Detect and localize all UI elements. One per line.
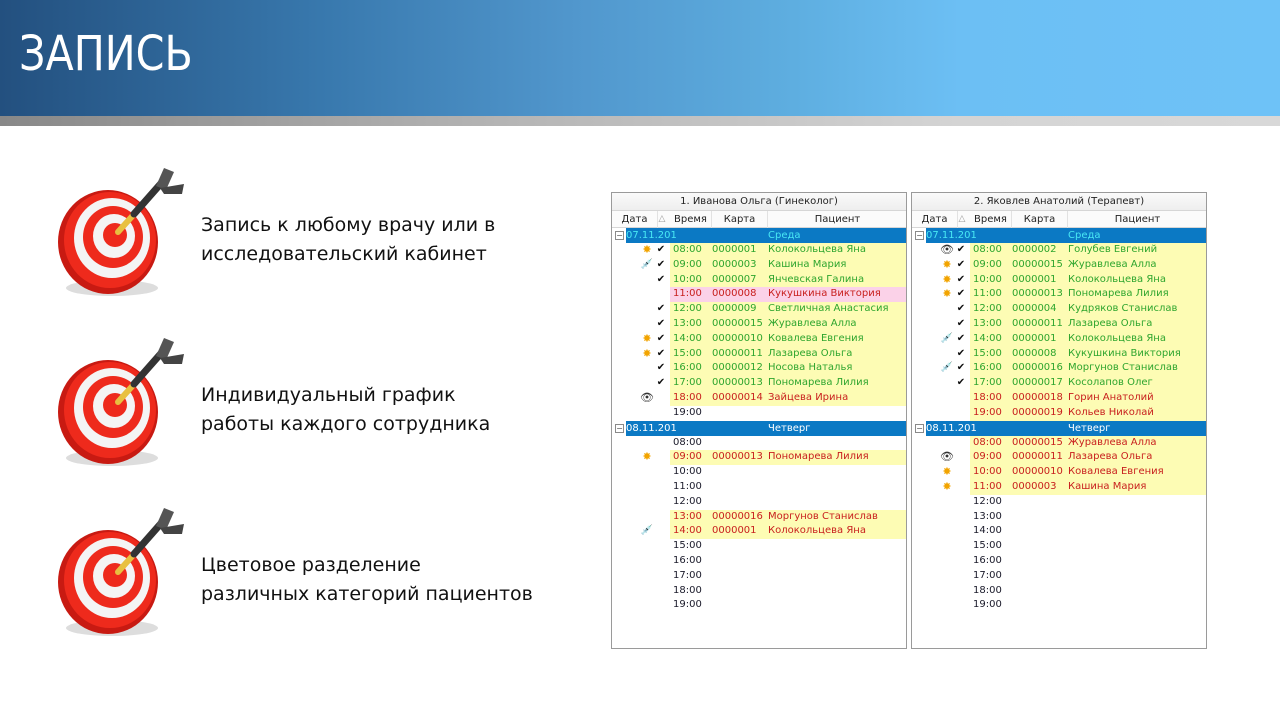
patient-name: Кукушкина Виктория	[1068, 347, 1181, 359]
appointment-time: 14:00	[973, 525, 1002, 537]
appointment-row[interactable]	[912, 273, 1206, 288]
appointment-time: 13:00	[673, 317, 702, 329]
patient-name: Колокольцева Яна	[1068, 273, 1166, 285]
card-number: 0000009	[712, 303, 757, 315]
target-dart-icon	[52, 336, 192, 476]
appointment-row[interactable]	[912, 495, 1206, 510]
appointment-time: 18:00	[673, 584, 702, 596]
collapse-icon[interactable]: −	[916, 423, 923, 433]
appointment-time: 09:00	[973, 258, 1002, 270]
column-header-card[interactable]: Карта	[712, 211, 768, 228]
card-number: 00000015	[712, 317, 763, 329]
appointment-time: 13:00	[673, 510, 702, 522]
star-icon: ✸	[642, 346, 652, 360]
appointment-row[interactable]	[612, 243, 906, 258]
card-number: 00000015	[1012, 436, 1063, 448]
check-icon: ✔	[656, 377, 666, 389]
patient-name: Кольев Николай	[1068, 406, 1154, 418]
page-title: ЗАПИСЬ	[19, 26, 193, 82]
patient-name: Кукушкина Виктория	[768, 288, 881, 300]
appointment-time: 12:00	[673, 495, 702, 507]
appointment-row[interactable]	[912, 436, 1206, 451]
column-header-time[interactable]: Время	[970, 211, 1012, 228]
appointment-time: 11:00	[673, 288, 702, 300]
card-number: 0000001	[712, 525, 757, 537]
group-date: 07.11.201	[626, 230, 677, 241]
patient-name: Моргунов Станислав	[1068, 362, 1178, 374]
appointment-time: 14:00	[973, 332, 1002, 344]
patient-name: Журавлева Алла	[1068, 436, 1157, 448]
appointment-row[interactable]	[612, 495, 906, 510]
patient-name: Голубев Евгений	[1068, 244, 1158, 255]
appointment-row[interactable]	[612, 569, 906, 584]
card-number: 00000013	[1012, 288, 1063, 300]
appointment-row[interactable]	[912, 539, 1206, 554]
feature-item	[52, 506, 572, 646]
column-header-card[interactable]: Карта	[1012, 211, 1068, 228]
group-date: 08.11.201	[926, 422, 977, 434]
appointment-time: 12:00	[973, 303, 1002, 315]
patient-name: Кашина Мария	[1068, 480, 1147, 492]
appointment-row[interactable]	[912, 524, 1206, 539]
group-weekday: Среда	[768, 230, 801, 241]
group-date: 07.11.201	[926, 230, 977, 241]
column-header-patient[interactable]: Пациент	[768, 211, 907, 228]
appointment-time: 19:00	[973, 599, 1002, 611]
check-icon: ✔	[956, 303, 966, 315]
appointment-time: 12:00	[973, 495, 1002, 507]
check-icon: ✔	[656, 347, 666, 359]
collapse-icon[interactable]: −	[616, 231, 623, 240]
collapse-icon[interactable]: −	[916, 231, 923, 240]
appointment-row[interactable]	[612, 480, 906, 495]
appointment-time: 11:00	[673, 480, 702, 492]
appointment-time: 18:00	[673, 391, 702, 403]
appointment-row[interactable]	[612, 554, 906, 569]
card-number: 00000012	[712, 362, 763, 374]
appointment-row[interactable]	[612, 302, 906, 317]
check-icon: ✔	[956, 332, 966, 344]
group-weekday: Среда	[1068, 230, 1101, 241]
appointment-row[interactable]	[912, 450, 1206, 465]
appointment-time: 17:00	[973, 377, 1002, 389]
appointment-row[interactable]	[912, 584, 1206, 599]
column-headers	[912, 211, 1206, 228]
header-divider	[0, 116, 1280, 126]
appointment-time: 08:00	[673, 244, 702, 255]
appointment-time: 15:00	[973, 347, 1002, 359]
patient-name: Лазарева Ольга	[1068, 317, 1153, 329]
appointment-row[interactable]	[612, 465, 906, 480]
patient-name: Журавлева Алла	[1068, 258, 1157, 270]
appointment-row[interactable]	[912, 332, 1206, 347]
feature-line: Запись к любому врачу или в	[201, 214, 496, 236]
group-weekday: Четверг	[768, 422, 811, 434]
appointment-time: 13:00	[973, 510, 1002, 522]
syringe-icon: 💉	[640, 258, 654, 270]
appointment-row[interactable]	[612, 347, 906, 362]
check-icon: ✔	[956, 273, 966, 285]
feature-item	[52, 336, 572, 476]
appointment-time: 09:00	[673, 258, 702, 270]
check-icon: ✔	[956, 362, 966, 374]
appointment-row[interactable]	[912, 406, 1206, 421]
card-number: 00000016	[1012, 362, 1063, 374]
appointment-row[interactable]	[612, 317, 906, 332]
card-number: 00000010	[712, 332, 763, 344]
appointment-row[interactable]	[612, 287, 906, 302]
appointment-time: 11:00	[973, 288, 1002, 300]
appointment-row[interactable]	[912, 258, 1206, 273]
card-number: 0000008	[712, 288, 757, 300]
patient-name: Зайцева Ирина	[768, 391, 849, 403]
card-number: 0000001	[1012, 332, 1057, 344]
patient-name: Кашина Мария	[768, 258, 847, 270]
group-date: 08.11.201	[626, 422, 677, 434]
patient-name: Носова Наталья	[768, 362, 853, 374]
column-header-time[interactable]: Время	[670, 211, 712, 228]
appointment-row[interactable]	[912, 243, 1206, 258]
feature-text	[201, 381, 490, 439]
appointment-time: 19:00	[673, 599, 702, 611]
appointment-row[interactable]	[612, 332, 906, 347]
appointment-time: 16:00	[973, 362, 1002, 374]
patient-name: Ковалева Евгения	[1068, 466, 1164, 478]
sort-indicator-icon[interactable]: △	[958, 214, 966, 224]
eye-icon: 👁	[640, 390, 654, 404]
star-icon: ✸	[942, 272, 952, 286]
check-icon: ✔	[656, 332, 666, 344]
check-icon: ✔	[956, 288, 966, 300]
syringe-icon: 💉	[940, 362, 954, 374]
appointment-row[interactable]	[612, 539, 906, 554]
patient-name: Колокольцева Яна	[768, 525, 866, 537]
feature-text	[201, 211, 495, 269]
check-icon: ✔	[956, 244, 966, 255]
appointment-time: 13:00	[973, 317, 1002, 329]
appointment-time: 12:00	[673, 303, 702, 315]
appointment-row[interactable]	[912, 317, 1206, 332]
column-headers	[612, 211, 906, 228]
card-number: 00000015	[1012, 258, 1063, 270]
sort-indicator-icon[interactable]: △	[658, 214, 666, 224]
appointment-time: 17:00	[673, 569, 702, 581]
doctor-title: 1. Иванова Ольга (Гинеколог)	[612, 193, 906, 211]
patient-name: Моргунов Станислав	[768, 510, 878, 522]
card-number: 00000011	[1012, 317, 1063, 329]
star-icon: ✸	[642, 331, 652, 345]
feature-line: исследовательский кабинет	[201, 243, 487, 265]
appointment-time: 09:00	[673, 451, 702, 463]
feature-line: Цветовое разделение	[201, 554, 421, 576]
check-icon: ✔	[656, 303, 666, 315]
card-number: 0000001	[1012, 273, 1057, 285]
card-number: 00000013	[712, 451, 763, 463]
patient-name: Кудряков Станислав	[1068, 303, 1178, 315]
column-header-patient[interactable]: Пациент	[1068, 211, 1207, 228]
star-icon: ✸	[942, 479, 952, 493]
appointment-row[interactable]	[912, 598, 1206, 613]
eye-icon: 👁	[940, 243, 954, 256]
appointment-time: 08:00	[973, 244, 1002, 255]
appointment-time: 18:00	[973, 391, 1002, 403]
patient-name: Пономарева Лилия	[768, 451, 869, 463]
patient-name: Косолапов Олег	[1068, 377, 1153, 389]
collapse-icon[interactable]: −	[616, 423, 623, 433]
check-icon: ✔	[956, 317, 966, 329]
syringe-icon: 💉	[940, 332, 954, 344]
card-number: 0000004	[1012, 303, 1057, 315]
feature-line: различных категорий пациентов	[201, 583, 533, 605]
check-icon: ✔	[656, 258, 666, 270]
appointment-time: 09:00	[973, 451, 1002, 463]
appointment-time: 16:00	[673, 362, 702, 374]
appointment-row[interactable]	[912, 569, 1206, 584]
check-icon: ✔	[956, 258, 966, 270]
card-number: 00000014	[712, 391, 763, 403]
appointment-time: 15:00	[673, 540, 702, 552]
check-icon: ✔	[656, 273, 666, 285]
appointment-row[interactable]	[912, 302, 1206, 317]
check-icon: ✔	[956, 377, 966, 389]
appointment-row[interactable]	[612, 436, 906, 451]
appointment-row[interactable]	[612, 524, 906, 539]
card-number: 0000001	[712, 244, 757, 255]
eye-icon: 👁	[940, 450, 954, 464]
patient-name: Лазарева Ольга	[768, 347, 853, 359]
appointment-row[interactable]	[912, 376, 1206, 391]
appointment-row[interactable]	[612, 391, 906, 406]
schedule-grid-yakovlev	[911, 192, 1207, 649]
target-dart-icon	[52, 166, 192, 306]
star-icon: ✸	[642, 450, 652, 464]
check-icon: ✔	[656, 317, 666, 329]
doctor-title: 2. Яковлев Анатолий (Терапевт)	[912, 193, 1206, 211]
card-number: 0000008	[1012, 347, 1057, 359]
appointment-row[interactable]	[612, 584, 906, 599]
appointment-time: 18:00	[973, 584, 1002, 596]
patient-name: Пономарева Лилия	[1068, 288, 1169, 300]
appointment-row[interactable]	[912, 554, 1206, 569]
patient-name: Журавлева Алла	[768, 317, 857, 329]
appointment-time: 10:00	[673, 466, 702, 478]
appointment-time: 15:00	[673, 347, 702, 359]
date-group-row[interactable]	[612, 421, 906, 436]
date-group-row[interactable]	[612, 228, 906, 243]
appointment-row[interactable]	[612, 510, 906, 525]
card-number: 0000003	[1012, 480, 1057, 492]
appointment-time: 19:00	[973, 406, 1002, 418]
card-number: 0000007	[712, 273, 757, 285]
appointment-row[interactable]	[612, 273, 906, 288]
appointment-row[interactable]	[612, 450, 906, 465]
appointment-time: 19:00	[673, 406, 702, 418]
patient-name: Горин Анатолий	[1068, 391, 1154, 403]
star-icon: ✸	[642, 243, 652, 256]
appointment-row[interactable]	[912, 287, 1206, 302]
card-number: 00000011	[712, 347, 763, 359]
column-header-date[interactable]: Дата	[612, 211, 658, 228]
patient-name: Светличная Анастасия	[768, 303, 889, 315]
appointment-row[interactable]	[612, 406, 906, 421]
patient-name: Пономарева Лилия	[768, 377, 869, 389]
star-icon: ✸	[942, 257, 952, 271]
feature-line: Индивидуальный график	[201, 384, 456, 406]
schedule-grid-ivanova	[611, 192, 907, 649]
appointment-time: 14:00	[673, 332, 702, 344]
appointment-time: 10:00	[673, 273, 702, 285]
appointment-row[interactable]	[912, 510, 1206, 525]
appointment-row[interactable]	[912, 391, 1206, 406]
star-icon: ✸	[942, 287, 952, 301]
card-number: 00000019	[1012, 406, 1063, 418]
appointment-row[interactable]	[612, 361, 906, 376]
date-group-row[interactable]	[912, 228, 1206, 243]
appointment-time: 11:00	[973, 480, 1002, 492]
star-icon: ✸	[942, 465, 952, 479]
appointment-row[interactable]	[612, 376, 906, 391]
appointment-row[interactable]	[912, 347, 1206, 362]
patient-name: Колокольцева Яна	[768, 244, 866, 255]
target-dart-icon	[52, 506, 192, 646]
appointment-row[interactable]	[912, 465, 1206, 480]
feature-item	[52, 166, 572, 306]
patient-name: Янчевская Галина	[768, 273, 865, 285]
card-number: 00000011	[1012, 451, 1063, 463]
appointment-time: 17:00	[673, 377, 702, 389]
appointment-time: 10:00	[973, 273, 1002, 285]
feature-text	[201, 551, 533, 609]
appointment-row[interactable]	[612, 258, 906, 273]
check-icon: ✔	[656, 362, 666, 374]
card-number: 00000017	[1012, 377, 1063, 389]
card-number: 00000016	[712, 510, 763, 522]
card-number: 00000013	[712, 377, 763, 389]
appointment-time: 17:00	[973, 569, 1002, 581]
card-number: 0000003	[712, 258, 757, 270]
appointment-row[interactable]	[912, 480, 1206, 495]
feature-line: работы каждого сотрудника	[201, 413, 491, 435]
date-group-row[interactable]	[912, 421, 1206, 436]
appointment-time: 16:00	[673, 554, 702, 566]
column-header-date[interactable]: Дата	[912, 211, 958, 228]
card-number: 0000002	[1012, 244, 1057, 255]
patient-name: Колокольцева Яна	[1068, 332, 1166, 344]
appointment-time: 15:00	[973, 540, 1002, 552]
patient-name: Лазарева Ольга	[1068, 451, 1153, 463]
group-weekday: Четверг	[1068, 422, 1111, 434]
card-number: 00000018	[1012, 391, 1063, 403]
appointment-row[interactable]	[612, 598, 906, 613]
syringe-icon: 💉	[640, 525, 654, 537]
check-icon: ✔	[956, 347, 966, 359]
appointment-time: 10:00	[973, 466, 1002, 478]
patient-name: Ковалева Евгения	[768, 332, 864, 344]
card-number: 00000010	[1012, 466, 1063, 478]
appointment-time: 08:00	[973, 436, 1002, 448]
appointment-time: 16:00	[973, 554, 1002, 566]
appointment-time: 08:00	[673, 436, 702, 448]
appointment-time: 14:00	[673, 525, 702, 537]
appointment-row[interactable]	[912, 361, 1206, 376]
check-icon: ✔	[656, 244, 666, 255]
